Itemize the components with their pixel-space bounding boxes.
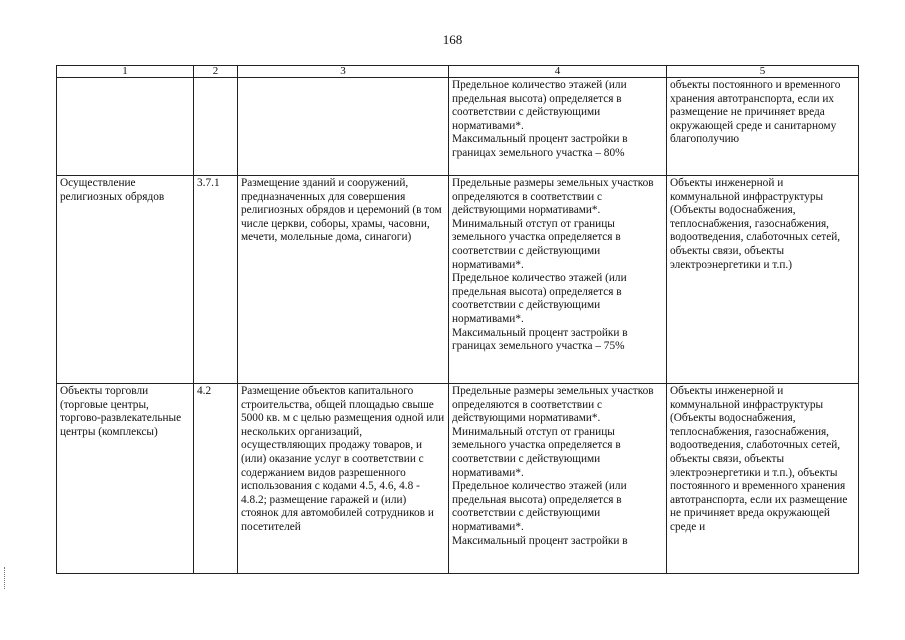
zoning-table (56, 65, 859, 574)
column-header: 2 (194, 66, 238, 78)
use-name-cell: Осуществление религиозных обрядов (57, 176, 194, 384)
auxiliary-uses-cell: Объекты инженерной и коммунальной инфраструктуры (Объекты водоснабжения, теплоснабжения, газоснабжения, водоотведения, слаботочных сетей, объекты связи, объекты электроэнергетики и т.п.) (667, 176, 859, 384)
auxiliary-uses-cell: Объекты инженерной и коммунальной инфраструктуры (Объекты водоснабжения, теплоснабжения, газоснабжения, водоотведения, слаботочных сетей, объекты связи, объекты электроэнергетики и т.п.), объекты постоянного и временного хранения автотранспорта, если их размещение не причиняет вреда окружающей среде и (667, 384, 859, 574)
auxiliary-uses-cell: объекты постоянного и временного хранения автотранспорта, если их размещение не причиняет вреда окружающей среде и санитарному благополучию (667, 78, 859, 176)
table-row (57, 176, 859, 384)
table-row (57, 78, 859, 176)
parameters-cell: Предельное количество этажей (или предельная высота) определяется в соответствии с действующими нормативами*. Максимальный процент застройки в границах земельного участка – 80% (449, 78, 667, 176)
use-code-cell (194, 78, 238, 176)
parameters-cell: Предельные размеры земельных участков определяются в соответствии с действующими нормативами*. Минимальный отступ от границы земельного участка определяется в соответствии с действующими нормативами*. Предельное количество этажей (или предельная высота) определяется в соответствии с действующими нормативами*. Максимальный процент застройки в границах земельного участка – 75% (449, 176, 667, 384)
column-header: 5 (667, 66, 859, 78)
parameters-cell: Предельные размеры земельных участков определяются в соответствии с действующими нормативами*. Минимальный отступ от границы земельного участка определяется в соответствии с действующими нормативами*. Предельное количество этажей (или предельная высота) определяется в соответствии с действующими нормативами*. Максимальный процент застройки в (449, 384, 667, 574)
use-description-cell: Размещение объектов капитального строительства, общей площадью свыше 5000 кв. м с целью размещения одной или нескольких организаций, осуществляющих продажу товаров, и (или) оказание услуг в соответствии с содержанием видов разрешенного использования с кодами 4.5, 4.6, 4.8 - 4.8.2; размещение гаражей и (или) стоянок для автомобилей сотрудников и посетителей (238, 384, 449, 574)
margin-mark (4, 567, 9, 589)
column-header: 4 (449, 66, 667, 78)
table-row (57, 384, 859, 574)
column-header: 1 (57, 66, 194, 78)
use-name-cell: Объекты торговли (торговые центры, торгово-развлекательные центры (комплексы) (57, 384, 194, 574)
page-number: 168 (442, 32, 463, 47)
use-name-cell (57, 78, 194, 176)
header-row (57, 66, 859, 78)
use-code-cell: 3.7.1 (194, 176, 238, 384)
use-description-cell: Размещение зданий и сооружений, предназначенных для совершения религиозных обрядов и церемоний (в том числе церкви, соборы, храмы, часовни, мечети, молельные дома, синагоги) (238, 176, 449, 384)
use-description-cell (238, 78, 449, 176)
use-code-cell: 4.2 (194, 384, 238, 574)
column-header: 3 (238, 66, 449, 78)
